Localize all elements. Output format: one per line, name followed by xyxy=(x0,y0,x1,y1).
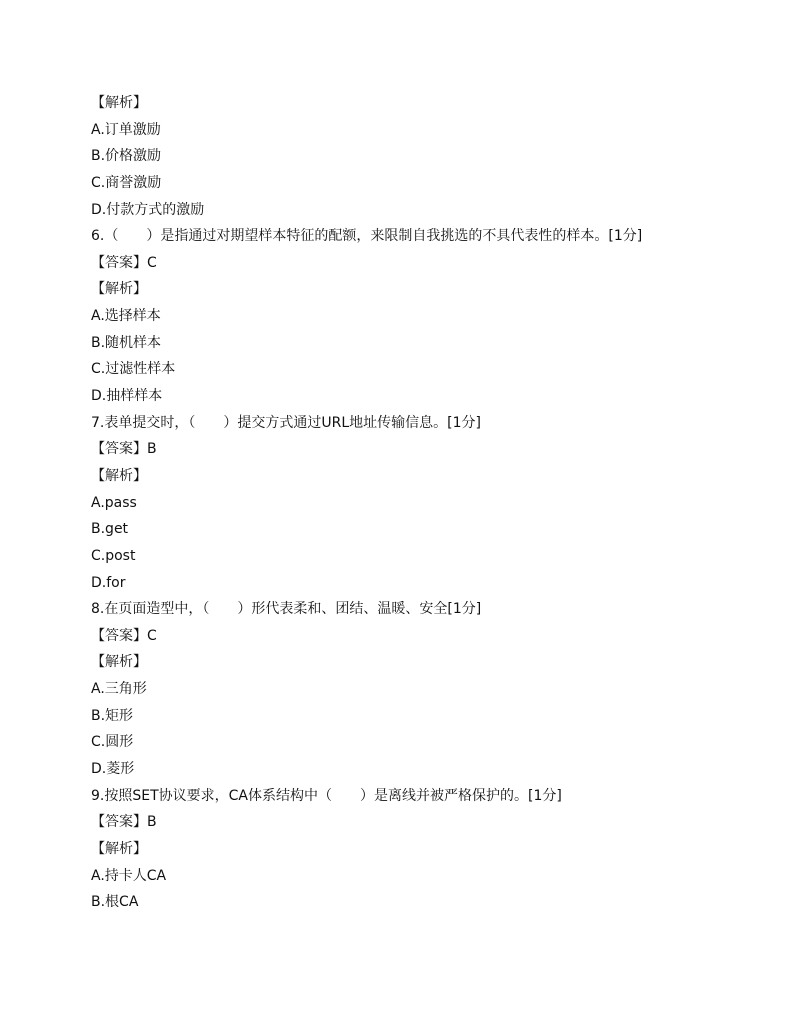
question-6: 6.（ ）是指通过对期望样本特征的配额，来限制自我挑选的不具代表性的样本。[1分] xyxy=(91,228,643,245)
document-body xyxy=(91,90,731,916)
option-a: A.选择样本 xyxy=(91,308,161,325)
option-c: C.过滤性样本 xyxy=(91,361,176,378)
option-a: A.持卡人CA xyxy=(91,867,167,884)
analysis-label: 【解析】 xyxy=(91,95,147,111)
option-b: B.根CA xyxy=(91,894,139,911)
option-d: D.for xyxy=(91,574,126,591)
option-b: B.价格激励 xyxy=(91,148,162,165)
analysis-label: 【解析】 xyxy=(91,840,147,857)
option-c: C.商誉激励 xyxy=(91,174,162,191)
question-7: 7.表单提交时，（ ）提交方式通过URL地址传输信息。[1分] xyxy=(91,414,481,431)
option-a: A.三角形 xyxy=(91,681,147,698)
option-b: B.随机样本 xyxy=(91,334,162,351)
answer-label: 【答案】B xyxy=(91,814,157,831)
question-9: 9.按照SET协议要求，CA体系结构中（ ）是离线并被严格保护的。[1分] xyxy=(91,787,562,804)
option-d: D.付款方式的激励 xyxy=(91,201,205,218)
option-b: B.get xyxy=(91,521,129,538)
option-d: D.抽样样本 xyxy=(91,388,163,405)
answer-label: 【答案】B xyxy=(91,441,157,458)
option-a: A.pass xyxy=(91,494,137,511)
option-c: C.post xyxy=(91,547,136,564)
answer-label: 【答案】C xyxy=(91,627,157,644)
analysis-label: 【解析】 xyxy=(91,281,147,298)
option-c: C.圆形 xyxy=(91,734,134,751)
option-b: B.矩形 xyxy=(91,707,134,724)
option-a: A.订单激励 xyxy=(91,121,161,138)
analysis-label: 【解析】 xyxy=(91,467,147,484)
analysis-label: 【解析】 xyxy=(91,654,147,671)
question-8: 8.在页面造型中，（ ）形代表柔和、团结、温暖、安全[1分] xyxy=(91,601,482,618)
option-d: D.菱形 xyxy=(91,761,135,778)
answer-label: 【答案】C xyxy=(91,254,157,271)
